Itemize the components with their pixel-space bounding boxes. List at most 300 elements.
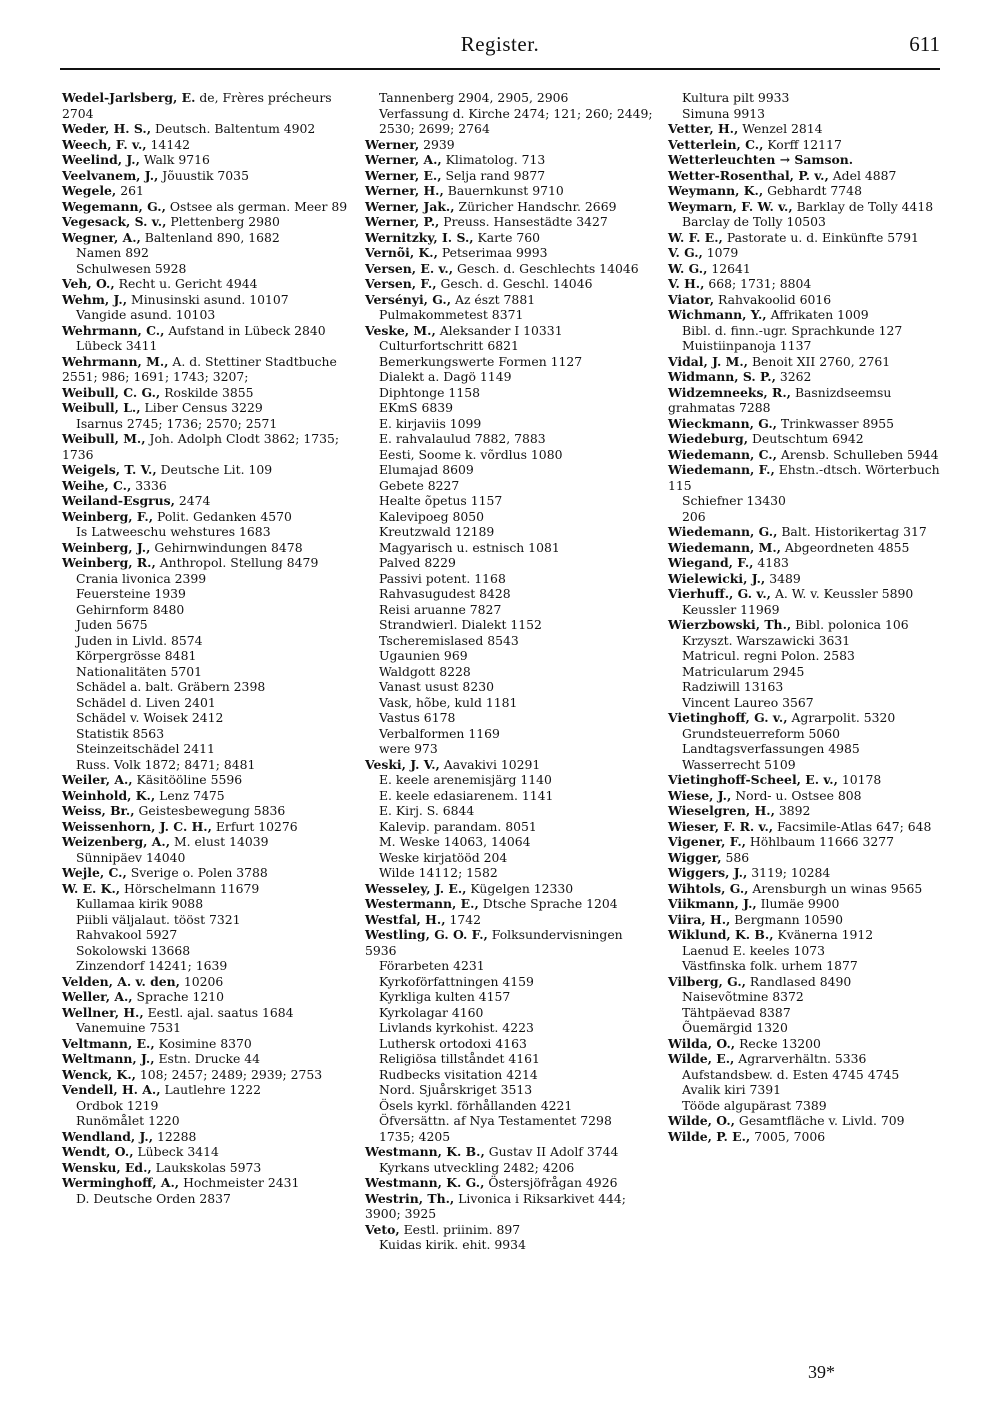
- entry-references: Benoit XII 2760, 2761: [748, 353, 891, 369]
- index-entry: [62, 1067, 348, 1083]
- index-entry: [365, 137, 655, 153]
- index-entry: [365, 230, 655, 246]
- index-entry: [365, 261, 655, 277]
- entry-heading: Veltmann, E.,: [62, 1035, 155, 1051]
- entry-references: Gesch. d. Geschl. 14046: [436, 276, 593, 291]
- index-subentry: Gehirnform 8480: [76, 601, 185, 617]
- index-subentry: Bemerkungswerte Formen 1127: [379, 353, 583, 369]
- entry-heading: Versen, F.,: [365, 276, 437, 291]
- index-entry: [62, 1082, 348, 1098]
- entry-references: 12288: [153, 1128, 197, 1144]
- entry-references: Sverige o. Polen 3788: [126, 865, 268, 880]
- entry-references: 3262: [775, 369, 812, 384]
- entry-references: Lautlehre 1222: [160, 1082, 262, 1097]
- entry-references: M. elust 14039: [170, 834, 269, 849]
- entry-heading: Wilde, E.,: [668, 1051, 735, 1066]
- index-entry: [668, 540, 954, 556]
- index-entry: [62, 540, 348, 556]
- entry-heading: Westfal, H.,: [365, 911, 446, 927]
- entry-heading: Werner, A.,: [365, 152, 442, 167]
- index-entry: [668, 230, 954, 246]
- index-entry: [62, 323, 348, 339]
- index-entry: [62, 478, 348, 494]
- entry-references: Minusinski asund. 10107: [127, 291, 289, 307]
- entry-heading: Widzemneeks, R.,: [668, 384, 791, 400]
- index-entry: [62, 199, 348, 215]
- entry-heading: W. G.,: [668, 260, 708, 276]
- entry-references: Deutsch. Baltentum 4902: [151, 121, 316, 136]
- index-subentry: Tähtpäevad 8387: [682, 1004, 791, 1020]
- index-subentry: Pulmakommetest 8371: [379, 307, 524, 322]
- index-subentry: Ugaunien 969: [379, 648, 468, 663]
- index-subentry: Elumajad 8609: [379, 462, 474, 477]
- entry-references: 12641: [707, 260, 751, 276]
- entry-heading: Weymann, K.,: [668, 183, 764, 198]
- index-subentry: Vincent Laureo 3567: [682, 694, 814, 710]
- index-subentry: Schiefner 13430: [682, 493, 786, 508]
- entry-references: 7005, 7006: [750, 1128, 826, 1144]
- index-entry: [668, 571, 954, 587]
- entry-references: 586: [721, 849, 750, 865]
- entry-references: 10178: [837, 772, 882, 787]
- entry-heading: Wilde, P. E.,: [668, 1128, 751, 1144]
- index-subentry: Rudbecks visitation 4214: [379, 1066, 538, 1082]
- index-entry: [62, 1005, 348, 1021]
- entry-references: 1079: [702, 245, 739, 260]
- entry-references: Aleksander I 10331: [435, 322, 563, 338]
- index-subentry: Tannenberg 2904, 2905, 2906: [379, 90, 569, 105]
- index-subentry: Landtagsverfassungen 4985: [682, 741, 860, 756]
- entry-references: Bibl. polonica 106: [791, 617, 909, 632]
- entry-heading: Veh, O.,: [62, 276, 115, 291]
- entry-references: Lübeck 3414: [133, 1144, 219, 1159]
- index-subentry: Weske kirjatööd 204: [379, 849, 508, 865]
- entry-heading: Versényi, G.,: [365, 291, 452, 307]
- entry-references: Ilumäe 9900: [756, 896, 840, 911]
- index-entry: [62, 168, 348, 184]
- entry-heading: Werner, E.,: [365, 167, 442, 183]
- index-entry: [668, 803, 954, 819]
- index-entry: [365, 912, 655, 928]
- index-entry: [365, 881, 655, 897]
- index-subentry: E. Kirj. S. 6844: [379, 803, 475, 818]
- index-subentry: Magyarisch u. estnisch 1081: [379, 539, 560, 555]
- entry-heading: W. E. K.,: [62, 880, 121, 896]
- entry-heading: Vigener, F.,: [668, 834, 746, 849]
- entry-heading: Werner, H.,: [365, 183, 444, 198]
- index-entry: [62, 555, 348, 571]
- entry-heading: Viira, H.,: [668, 911, 731, 927]
- index-entry: [62, 385, 348, 401]
- index-subentry: Namen 892: [76, 245, 149, 260]
- entry-references: Wenzel 2814: [738, 121, 823, 136]
- entry-heading: Wernitzky, I. S.,: [365, 229, 474, 245]
- index-entry: [62, 1175, 348, 1191]
- entry-heading: Wiese, J.,: [668, 787, 732, 803]
- entry-references: Aavakivi 10291: [439, 756, 541, 772]
- entry-heading: Vierhuff., G. v.,: [668, 586, 771, 601]
- index-entry: [668, 819, 954, 835]
- entry-heading: Wiklund, K. B.,: [668, 927, 774, 942]
- entry-references: Folksundervisningen 5936: [365, 927, 623, 958]
- entry-heading: Wichmann, Y.,: [668, 307, 767, 322]
- entry-references: Livonica i Riksarkivet 444; 3900; 3925: [365, 1190, 626, 1221]
- index-subentry: Matricularum 2945: [682, 663, 805, 679]
- index-subentry: Isarnus 2745; 1736; 2570; 2571: [76, 415, 278, 431]
- entry-heading: Wilde, O.,: [668, 1113, 735, 1128]
- index-subentry: Russ. Volk 1872; 8471; 8481: [76, 756, 256, 772]
- entry-references: Bauernkunst 9710: [443, 183, 564, 198]
- entry-references: de, Frères précheurs 2704: [62, 90, 332, 121]
- entry-references: Korff 12117: [763, 136, 842, 152]
- entry-heading: Vidal, J. M.,: [668, 353, 748, 369]
- index-subentry: Matricul. regni Polon. 2583: [682, 648, 855, 663]
- entry-heading: Wetter-Rosenthal, P. v.,: [668, 167, 829, 183]
- entry-heading: Weiss, Br.,: [62, 803, 135, 818]
- entry-heading: Weelind, J.,: [62, 152, 140, 167]
- signature-mark: 39*: [808, 1362, 835, 1382]
- entry-references: 3489: [765, 570, 801, 586]
- entry-references: 2939: [419, 136, 455, 152]
- index-entry: [668, 307, 954, 323]
- index-entry: [62, 881, 348, 897]
- entry-references: Gesch. d. Geschlechts 14046: [453, 260, 639, 276]
- index-entry: [668, 772, 954, 788]
- index-entry: [365, 152, 655, 168]
- index-entry: [62, 1144, 348, 1160]
- entry-references: Erfurt 10276: [211, 818, 298, 834]
- index-subentry: Vanast usust 8230: [379, 679, 494, 694]
- entry-heading: Wieser, F. R. v.,: [668, 818, 774, 834]
- entry-references: Käsitööline 5596: [132, 772, 243, 787]
- entry-heading: Weizenberg, A.,: [62, 834, 171, 849]
- entry-heading: Weiler, A.,: [62, 772, 133, 787]
- index-entry: [365, 168, 655, 184]
- index-subentry: Schädel d. Liven 2401: [76, 694, 216, 710]
- index-subentry: EKmS 6839: [379, 400, 454, 415]
- entry-references: Ehstn.-dtsch. Wörterbuch 115: [668, 462, 940, 493]
- index-entry: [62, 1051, 348, 1067]
- entry-references: Roskilde 3855: [160, 384, 254, 400]
- entry-heading: Weinhold, K.,: [62, 787, 156, 803]
- entry-heading: Weltmann, J.,: [62, 1051, 155, 1066]
- index-entry: [62, 276, 348, 292]
- entry-heading: Veto,: [365, 1221, 400, 1237]
- entry-heading: Weissenhorn, J. C. H.,: [62, 818, 212, 834]
- index-entry: [62, 803, 348, 819]
- index-entry: [668, 152, 954, 168]
- index-subentry: Radziwill 13163: [682, 679, 784, 694]
- entry-heading: Wielewicki, J.,: [668, 570, 766, 586]
- index-subentry: Keussler 11969: [682, 601, 780, 617]
- index-entry: [668, 121, 954, 137]
- index-subentry: Wasserrecht 5109: [682, 756, 796, 772]
- entry-heading: Veske, M.,: [365, 322, 436, 338]
- index-entry: [365, 1175, 655, 1191]
- index-subentry: 206: [682, 508, 706, 524]
- index-subentry: Kyrkliga kulten 4157: [379, 989, 511, 1004]
- entry-references: Karte 760: [473, 229, 540, 245]
- index-entry: [668, 927, 954, 943]
- index-subentry: Kullamaa kirik 9088: [76, 896, 204, 911]
- index-entry: [668, 834, 954, 850]
- entry-references: Agrarverhältn. 5336: [734, 1051, 867, 1066]
- index-entry: [668, 896, 954, 912]
- index-subentry: Kyrkans utveckling 2482; 4206: [379, 1159, 575, 1175]
- entry-references: Preuss. Hansestädte 3427: [439, 214, 608, 229]
- index-entry: [668, 1036, 954, 1052]
- index-subentry: Barclay de Tolly 10503: [682, 214, 826, 229]
- index-subentry: Gebete 8227: [379, 477, 460, 493]
- entry-heading: Wiedemann, M.,: [668, 539, 781, 555]
- index-entry: [365, 1222, 655, 1238]
- index-subentry: M. Weske 14063, 14064: [379, 834, 531, 849]
- entry-references: Recke 13200: [735, 1035, 821, 1051]
- entry-references: Arensb. Schulleben 5944: [776, 446, 939, 462]
- entry-references: Affrikaten 1009: [766, 307, 869, 322]
- entry-references: Kügelgen 12330: [466, 880, 574, 896]
- entry-heading: Vernõi, K.,: [365, 245, 438, 260]
- entry-references: Aufstand in Lübeck 2840: [164, 322, 326, 338]
- index-subentry: E. keele edasiarenem. 1141: [379, 787, 554, 803]
- index-entry: [668, 261, 954, 277]
- index-entry: [62, 137, 348, 153]
- index-subentry: Tscheremislased 8543: [379, 632, 519, 648]
- index-entry: [668, 524, 954, 540]
- index-subentry: Körpergrösse 8481: [76, 648, 197, 663]
- index-entry: [365, 323, 655, 339]
- entry-heading: Wiedemann, C.,: [668, 446, 777, 462]
- entry-heading: Wegele,: [62, 183, 117, 198]
- entry-heading: Wiegand, F.,: [668, 555, 754, 570]
- entry-heading: Weigels, T. V.,: [62, 462, 157, 477]
- entry-references: Basnizdseemsu grahmatas 7288: [668, 384, 892, 415]
- entry-heading: Vilberg, G.,: [668, 973, 746, 989]
- index-subentry: Kuidas kirik. ehit. 9934: [379, 1237, 526, 1252]
- index-entry: [668, 385, 954, 416]
- index-subentry: Kyrkoförfattningen 4159: [379, 973, 534, 989]
- entry-heading: Wehm, J.,: [62, 291, 128, 307]
- entry-heading: Wesseley, J. E.,: [365, 880, 467, 896]
- entry-heading: Veelvanem, J.,: [62, 167, 159, 183]
- index-entry: [668, 555, 954, 571]
- entry-references: Adel 4887: [828, 167, 897, 183]
- index-subentry: Healte õpetus 1157: [379, 493, 503, 508]
- index-subentry: Vask, hõbe, kuld 1181: [379, 694, 518, 710]
- entry-references: 2474: [174, 493, 211, 508]
- index-subentry: Kalevipoeg 8050: [379, 508, 485, 524]
- index-subentry: Luthersk ortodoxi 4163: [379, 1035, 527, 1051]
- index-entry: [668, 199, 954, 215]
- entry-heading: Vietinghoff, G. v.,: [668, 710, 788, 725]
- entry-references: Arensburgh un winas 9565: [748, 880, 923, 896]
- index-entry: [365, 292, 655, 308]
- entry-references: Barklay de Tolly 4418: [792, 198, 934, 214]
- index-subentry: Juden 5675: [76, 617, 148, 632]
- index-subentry: Vanemuine 7531: [76, 1020, 181, 1035]
- index-subentry: Ösels kyrkl. förhållanden 4221: [379, 1097, 573, 1113]
- index-entry: [62, 509, 348, 525]
- index-entry: [62, 400, 348, 416]
- index-entry: [668, 850, 954, 866]
- entry-heading: Wiggers, J.,: [668, 865, 748, 880]
- entry-references: Estn. Drucke 44: [154, 1051, 261, 1066]
- entry-heading: Werner,: [365, 136, 420, 152]
- index-entry: [365, 245, 655, 261]
- entry-heading: Widmann, S. P.,: [668, 369, 776, 384]
- entry-heading: Versen, E. v.,: [365, 260, 454, 276]
- index-entry: [668, 447, 954, 463]
- entry-references: Jõuustik 7035: [158, 167, 249, 183]
- index-subentry: Strandwierl. Dialekt 1152: [379, 617, 542, 632]
- entry-heading: Westermann, E.,: [365, 896, 479, 911]
- index-entry: [62, 865, 348, 881]
- index-subentry: Reisi aruanne 7827: [379, 601, 502, 617]
- entry-heading: Wegner, A.,: [62, 229, 141, 245]
- entry-heading: Wiedeburg,: [668, 431, 749, 446]
- index-entry: [365, 757, 655, 773]
- entry-heading: Wehrmann, C.,: [62, 322, 165, 338]
- page-header: [60, 28, 940, 70]
- index-entry: [668, 137, 954, 153]
- index-entry: [668, 431, 954, 447]
- index-entry: [668, 369, 954, 385]
- index-subentry: Religiösa tillståndet 4161: [379, 1051, 540, 1066]
- entry-references: Nord- u. Ostsee 808: [731, 787, 862, 803]
- entry-references: Ostsee als german. Meer 89: [165, 198, 348, 214]
- entry-references: Liber Census 3229: [140, 400, 263, 415]
- entry-heading: Vetterlein, C.,: [668, 136, 764, 152]
- index-entry: [62, 121, 348, 137]
- index-subentry: Dialekt a. Dagö 1149: [379, 369, 512, 384]
- index-entry: [62, 214, 348, 230]
- entry-references: Sprache 1210: [132, 989, 224, 1004]
- entry-references: Plettenberg 2980: [166, 214, 280, 229]
- entry-references: Dtsche Sprache 1204: [478, 896, 618, 911]
- entry-heading: Vendell, H. A.,: [62, 1082, 161, 1097]
- index-column-3: [668, 90, 954, 1144]
- entry-references: Gustav II Adolf 3744: [484, 1144, 619, 1159]
- entry-heading: Westrin, Th.,: [365, 1190, 455, 1206]
- index-entry: [668, 292, 954, 308]
- index-subentry: Krzyszt. Warszawicki 3631: [682, 632, 851, 648]
- entry-references: Klimatolog. 713: [441, 152, 546, 167]
- entry-heading: Weihe, C.,: [62, 477, 132, 493]
- entry-references: Höhlbaum 11666 3277: [745, 834, 895, 849]
- index-subentry: Grundsteuerreform 5060: [682, 725, 841, 741]
- entry-references: Laukskolas 5973: [151, 1159, 262, 1175]
- index-entry: [365, 276, 655, 292]
- entry-heading: Wendt, O.,: [62, 1144, 134, 1159]
- index-subentry: D. Deutsche Orden 2837: [76, 1190, 231, 1206]
- entry-heading: Wierzbowski, Th.,: [668, 617, 792, 632]
- index-subentry: were 973: [379, 741, 438, 756]
- index-entry: [62, 989, 348, 1005]
- index-subentry: Palved 8229: [379, 555, 456, 570]
- entry-heading: Wiedemann, F.,: [668, 462, 775, 477]
- index-entry: [365, 214, 655, 230]
- entry-references: Kvänerna 1912: [773, 927, 874, 942]
- index-subentry: Sünnipäev 14040: [76, 849, 186, 865]
- entry-references: Hochmeister 2431: [179, 1175, 300, 1190]
- entry-references: 3336: [131, 477, 167, 493]
- index-subentry: Culturfortschritt 6821: [379, 338, 519, 353]
- entry-references: Geistesbewegung 5836: [134, 803, 286, 818]
- index-subentry: Rahvasugudest 8428: [379, 586, 511, 601]
- index-entry: [62, 152, 348, 168]
- entry-references: Kosimine 8370: [154, 1035, 252, 1051]
- index-subentry: Öfversättn. af Nya Testamentet 7298: [379, 1113, 612, 1128]
- index-entry: [62, 431, 348, 462]
- entry-heading: Weller, A.,: [62, 989, 133, 1004]
- entry-references: Gebhardt 7748: [763, 183, 862, 198]
- index-subentry: Kyrkolagar 4160: [379, 1004, 484, 1020]
- entry-references: 4183: [753, 555, 789, 570]
- index-subentry: Simuna 9913: [682, 105, 766, 121]
- index-entry: [668, 1129, 954, 1145]
- entry-heading: Weinberg, R.,: [62, 555, 156, 570]
- index-entry: [62, 493, 348, 509]
- index-subentry: Livlands kyrkohist. 4223: [379, 1020, 534, 1035]
- entry-heading: Westmann, K. B.,: [365, 1144, 485, 1159]
- entry-references: Az észt 7881: [451, 291, 536, 307]
- index-entry: [365, 1144, 655, 1160]
- entry-references: Deutsche Lit. 109: [156, 462, 273, 477]
- entry-heading: Wehrmann, M.,: [62, 353, 169, 369]
- index-entry: [62, 772, 348, 788]
- index-entry: [668, 276, 954, 292]
- index-entry: [668, 354, 954, 370]
- entry-heading: Viikmann, J.,: [668, 896, 757, 911]
- index-entry: [668, 1113, 954, 1129]
- index-subentry: Steinzeitschädel 2411: [76, 741, 215, 756]
- entry-heading: Weinberg, J.,: [62, 539, 151, 555]
- index-subentry: Lübeck 3411: [76, 338, 158, 353]
- index-subentry: Nord. Sjuårskriget 3513: [379, 1082, 533, 1097]
- entry-heading: Werminghoff, A.,: [62, 1175, 180, 1190]
- page-number: 611: [909, 32, 940, 56]
- index-entry: [62, 1036, 348, 1052]
- page-title: Register.: [460, 32, 540, 56]
- index-subentry: Avalik kiri 7391: [682, 1082, 782, 1097]
- index-subentry: Kreutzwald 12189: [379, 524, 495, 539]
- entry-heading: W. F. E.,: [668, 229, 723, 245]
- entry-heading: Weiland-Esgrus,: [62, 493, 175, 508]
- entry-heading: Weinberg, F.,: [62, 508, 154, 524]
- index-subentry: Kultura pilt 9933: [682, 90, 790, 105]
- entry-references: Rahvakoolid 6016: [714, 291, 832, 307]
- index-subentry: Crania livonica 2399: [76, 570, 207, 586]
- entry-heading: Weibull, C. G.,: [62, 384, 161, 400]
- entry-heading: Wieckmann, G.,: [668, 415, 777, 431]
- entry-references: Anthropol. Stellung 8479: [155, 555, 319, 570]
- index-subentry: Passivi potent. 1168: [379, 570, 506, 586]
- index-entry: [62, 819, 348, 835]
- index-subentry: Zinzendorf 14241; 1639: [76, 958, 228, 973]
- entry-heading: Weder, H. S.,: [62, 121, 152, 136]
- entry-references: Trinkwasser 8955: [776, 415, 894, 431]
- index-subentry: Juden in Livld. 8574: [76, 632, 203, 648]
- index-subentry: Förarbeten 4231: [379, 958, 485, 973]
- index-subentry: Sokolowski 13668: [76, 942, 191, 958]
- entry-heading: Wellner, H.,: [62, 1004, 144, 1020]
- index-entry: [365, 199, 655, 215]
- entry-heading: Wensku, Ed.,: [62, 1159, 152, 1175]
- entry-heading: Wihtols, G.,: [668, 880, 749, 896]
- index-entry: [668, 617, 954, 633]
- entry-heading: Wiedemann, G.,: [668, 524, 778, 539]
- entry-heading: Westling, G. O. F.,: [365, 927, 488, 942]
